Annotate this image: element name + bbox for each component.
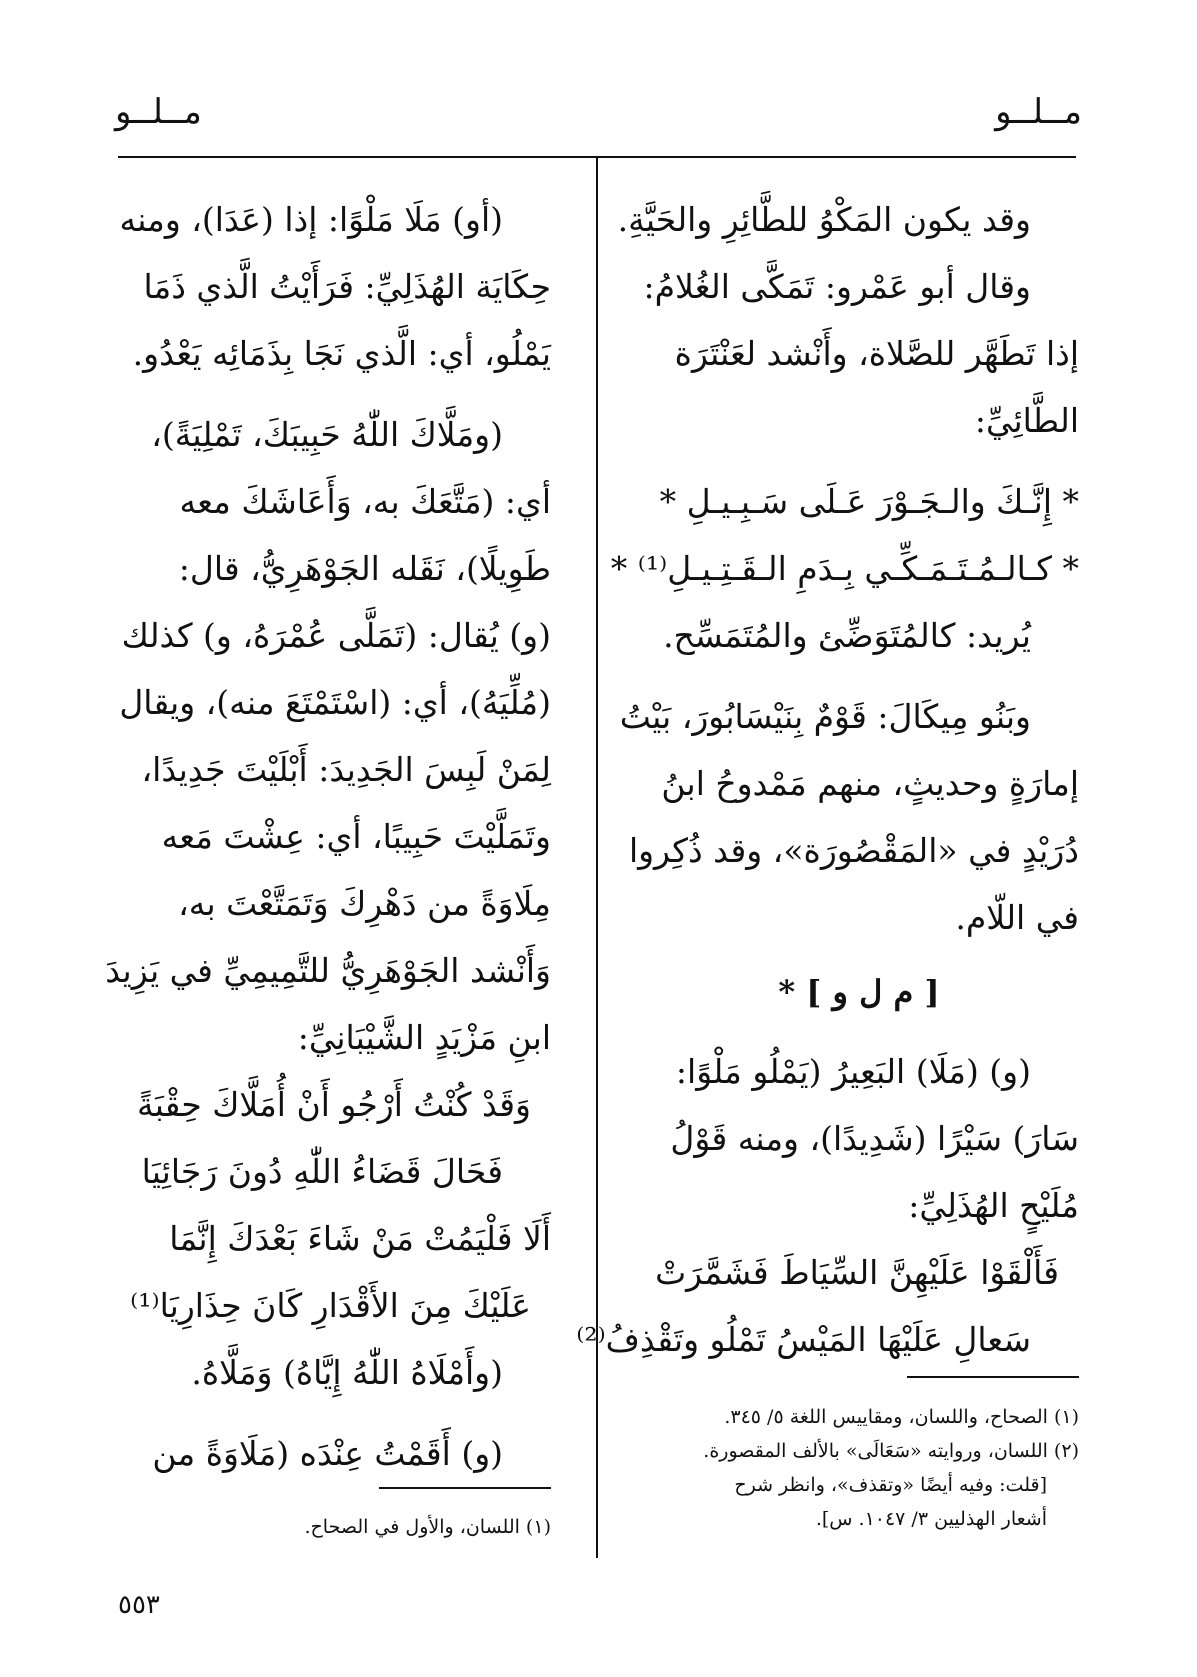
entry-heading: [ م ل و ] *: [778, 973, 940, 1011]
text-line: الطَّائِيِّ:: [974, 401, 1079, 440]
text-line: وبَنُو مِيكَالَ: قَوْمٌ بِنَيْسَابُورَ، بَيْتُ: [619, 697, 1031, 736]
text-line: طَوِيلًا)، نَقَله الجَوْهَرِيُّ، قال:: [178, 549, 551, 588]
text-line: مُلَيْحٍ الهُذَلِيِّ:: [908, 1186, 1079, 1225]
footnote-continuation: أشعار الهذليين ٣/ ١٠٤٧. س].: [815, 1508, 1047, 1530]
left-column: [105, 186, 551, 1487]
verse-line: * إِنَّـكَ والـجَـوْرَ عَـلَى سَـبِـيـلِ *: [659, 482, 1079, 521]
footnote: (٢) اللسان، وروايته «سَعَالَى» بالألف المقصورة.: [703, 1440, 1079, 1462]
footnote-rule-right: [907, 1376, 1079, 1378]
text-line: وتَمَلَّيْتَ حَبِيبًا، أي: عِشْتَ مَعه: [161, 817, 551, 856]
verse-line: عَلَيْكَ مِنَ الأَقْدَارِ كَانَ حِذَارِيَا⁽¹⁾: [130, 1286, 531, 1325]
verse-line: فَحَالَ قَضَاءُ اللّٰهِ دُونَ رَجَائِيَا: [141, 1152, 503, 1191]
verse-line: أَلَا فَلْيَمُتْ مَنْ شَاءَ بَعْدَكَ إِنَّمَا: [169, 1219, 551, 1258]
text-line: مِلَاوَةً من دَهْرِكَ وَتَمَتَّعْتَ به،: [178, 884, 551, 923]
text-line: وقال أبو عَمْرو: تَمَكَّى الغُلامُ:: [643, 267, 1031, 306]
text-line: سَارَ) سَيْرًا (شَدِيدًا)، ومنه قَوْلُ: [670, 1119, 1079, 1158]
running-header-left: مــلــو: [115, 92, 202, 132]
footnote-rule-left: [379, 1487, 551, 1489]
running-header-right: مــلــو: [995, 92, 1082, 132]
verse-line: * كـالـمُـتَـمَـكِّـي بِـدَمِ الـقَـتِـيـلِ⁽¹⁾ *: [610, 549, 1079, 588]
text-line: إذا تَطَهَّر للصَّلاة، وأَنْشد لعَنْتَرَة: [674, 334, 1079, 373]
text-line: (و) أَقَمْتُ عِنْدَه (مَلَاوَةً من: [152, 1434, 503, 1473]
text-line: (مُلِّيَهُ)، أي: (اسْتَمْتَعَ منه)، ويقال: [119, 683, 551, 722]
text-line: في اللّام.: [955, 898, 1079, 937]
footnote-continuation: [قلت: وفيه أيضًا «وتقذف»، وانظر شرح: [734, 1474, 1047, 1496]
text-line: حِكَايَة الهُذَلِيِّ: فَرَأَيْتُ الَّذي ذَمَا: [143, 267, 551, 306]
verse-line: فَأَلْقَوْا عَلَيْهِنَّ السِّيَاطَ فَشَمَّرَتْ: [655, 1253, 1059, 1292]
text-line: ابنِ مَزْيَدٍ الشَّيْبَانِيِّ:: [297, 1018, 551, 1057]
page-number: ٥٥٣: [118, 1590, 160, 1620]
text-line: لِمَنْ لَبِسَ الجَدِيدَ: أَبْلَيْتَ جَدِيدًا،: [141, 750, 551, 789]
verse-line: وَقَدْ كُنْتُ أَرْجُو أَنْ أُمَلَّاكَ حِقْبَةً: [137, 1085, 531, 1124]
text-line: (و) يُقال: (تَمَلَّى عُمْرَهُ، و) كذلك: [121, 616, 551, 655]
text-line: (ومَلَّاكَ اللّٰهُ حَبِيبَكَ، تَمْلِيَةً)،: [151, 415, 503, 454]
text-line: (وأَمْلَاهُ اللّٰهُ إِيَّاهُ) وَمَلَّاهُ.: [191, 1353, 503, 1392]
footnote: (١) الصحاح، واللسان، ومقاييس اللغة ٥/ ٣٤٥.: [724, 1406, 1079, 1428]
text-line: وقد يكون المَكْوُ للطَّائِرِ والحَيَّةِ.: [617, 200, 1031, 239]
text-line: وَأَنْشد الجَوْهَرِيُّ للتَّمِيمِيِّ في يَزِيدَ: [105, 951, 551, 990]
text-line: (أو) مَلَا مَلْوًا: إذا (عَدَا)، ومنه: [119, 200, 503, 239]
text-line: يُريد: كالمُتَوَضِّئ والمُتَمَسِّح.: [663, 616, 1031, 655]
text-line: إمارَةٍ وحديثٍ، منهم مَمْدوحُ ابنُ: [661, 764, 1079, 803]
footnotes-left: [121, 1510, 551, 1544]
text-line: يَمْلُو، أي: الَّذي نَجَا بِذَمَائِه يَعْدُو.: [132, 334, 551, 373]
text-line: (و) (مَلَا) البَعِيرُ (يَمْلُو مَلْوًا:: [675, 1052, 1031, 1091]
right-column: [576, 186, 1079, 1373]
verse-line: سَعالِ عَلَيْهَا المَيْسُ تَمْلُو وتَقْذِفُ⁽²⁾: [576, 1320, 1031, 1359]
text-line: دُرَيْدٍ في «المَقْصُورَة»، وقد ذُكِروا: [628, 831, 1079, 870]
footnotes-right: [639, 1400, 1079, 1536]
text-line: أي: (مَتَّعَكَ به، وَأَعَاشَكَ معه: [179, 482, 551, 521]
footnote: (١) اللسان، والأول في الصحاح.: [304, 1516, 551, 1538]
